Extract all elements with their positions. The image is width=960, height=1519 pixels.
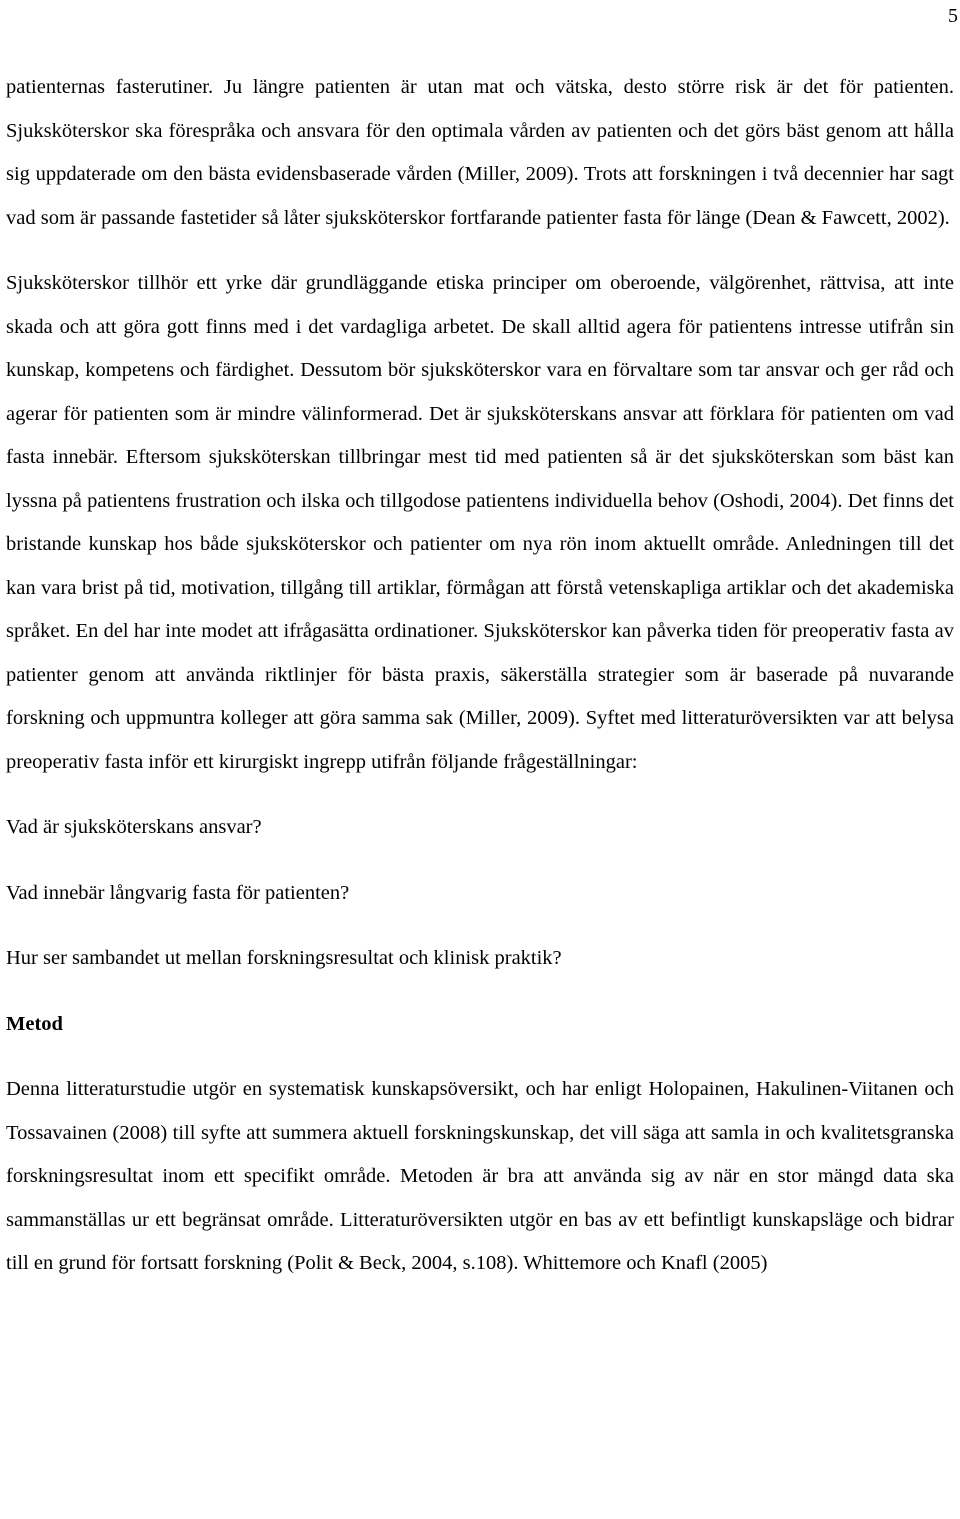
paragraph-gap — [6, 240, 954, 262]
research-question-2: Vad innebär långvarig fasta för patienten? — [6, 881, 350, 904]
paragraph-method: Denna litteraturstudie utgör en systematisk kunskapsöversikt, och har enligt Holopainen, Hakulinen-Viitanen och Tossavainen (2008) till syfte att summera aktuell forskningskunskap, det vill säga att samla in och kvalitetsgranska forskningsresultat inom ett specifikt område. Metoden är bra att använda sig av när en stor mängd data ska sammanställas ur ett begränsat område. Litteraturöversikten utgör en bas av ett befintligt kunskapsläge och bidrar till en grund för fortsatt forskning (Polit & Beck, 2004, s.108). Whittemore och Knafl (2005) — [6, 1078, 954, 1274]
document-body — [6, 66, 954, 1286]
research-question-1: Vad är sjuksköterskans ansvar? — [6, 816, 262, 838]
paragraph-gap — [6, 1046, 954, 1068]
paragraph-nurse-responsibility: Sjuksköterskor tillhör ett yrke där grundläggande etiska principer om oberoende, välgörenhet, rättvisa, att inte skada och att göra gott finns med i det vardagliga arbetet. De skall alltid agera för patientens intresse utifrån sin kunskap, kompetens och färdighet. Dessutom bör sjuksköterskor vara en förvaltare som tar ansvar och ger råd och agerar för patienten som är mindre välinformerad. Det är sjuksköterskans ansvar att förklara för patienten om vad fasta innebär. Eftersom sjuksköterskan tillbringar mest tid med patienten så är det sjuksköterskan som bäst kan lyssna på patientens frustration och ilska och tillgodose patientens individuella behov (Oshodi, 2004). Det finns det bristande kunskap hos både sjuksköterskor och patienter om nya rön inom aktuellt område. Anledningen till det kan vara brist på tid, motivation, tillgång till artiklar, förmågan att förstå vetenskapliga artiklar och det akademiska språket. En del har inte modet att ifrågasätta ordinationer. Sjuksköterskor kan påverka tiden för preoperativ fasta av patienter genom att använda riktlinjer för bästa praxis, säkerställa strategier som är baserade på nuvarande forskning och uppmuntra kolleger att göra samma sak (Miller, 2009). Syftet med litteraturöversikten var att belysa preoperativ fasta inför ett kirurgiskt ingrepp utifrån följande frågeställningar: — [6, 272, 954, 773]
paragraph-intro: patienternas fasterutiner. Ju längre patienten är utan mat och vätska, desto större risk är det för patienten. Sjuksköterskor ska förespråka och ansvara för den optimala vården av patienten och det görs bäst genom att hålla sig uppdaterade om den bästa evidensbaserade vården (Miller, 2009). Trots att forskningen i två decennier har sagt vad som är passande fastetider så låter sjuksköterskor fortfarande patienter fasta för länge (Dean & Fawcett, 2002). — [6, 76, 954, 229]
paragraph-gap — [6, 981, 954, 1003]
page-number: 5 — [948, 5, 958, 27]
paragraph-gap — [6, 784, 954, 806]
research-question-3: Hur ser sambandet ut mellan forskningsresultat och klinisk praktik? — [6, 947, 562, 969]
paragraph-gap — [6, 915, 954, 937]
paragraph-gap — [6, 850, 954, 872]
section-heading: Metod — [6, 1012, 63, 1035]
